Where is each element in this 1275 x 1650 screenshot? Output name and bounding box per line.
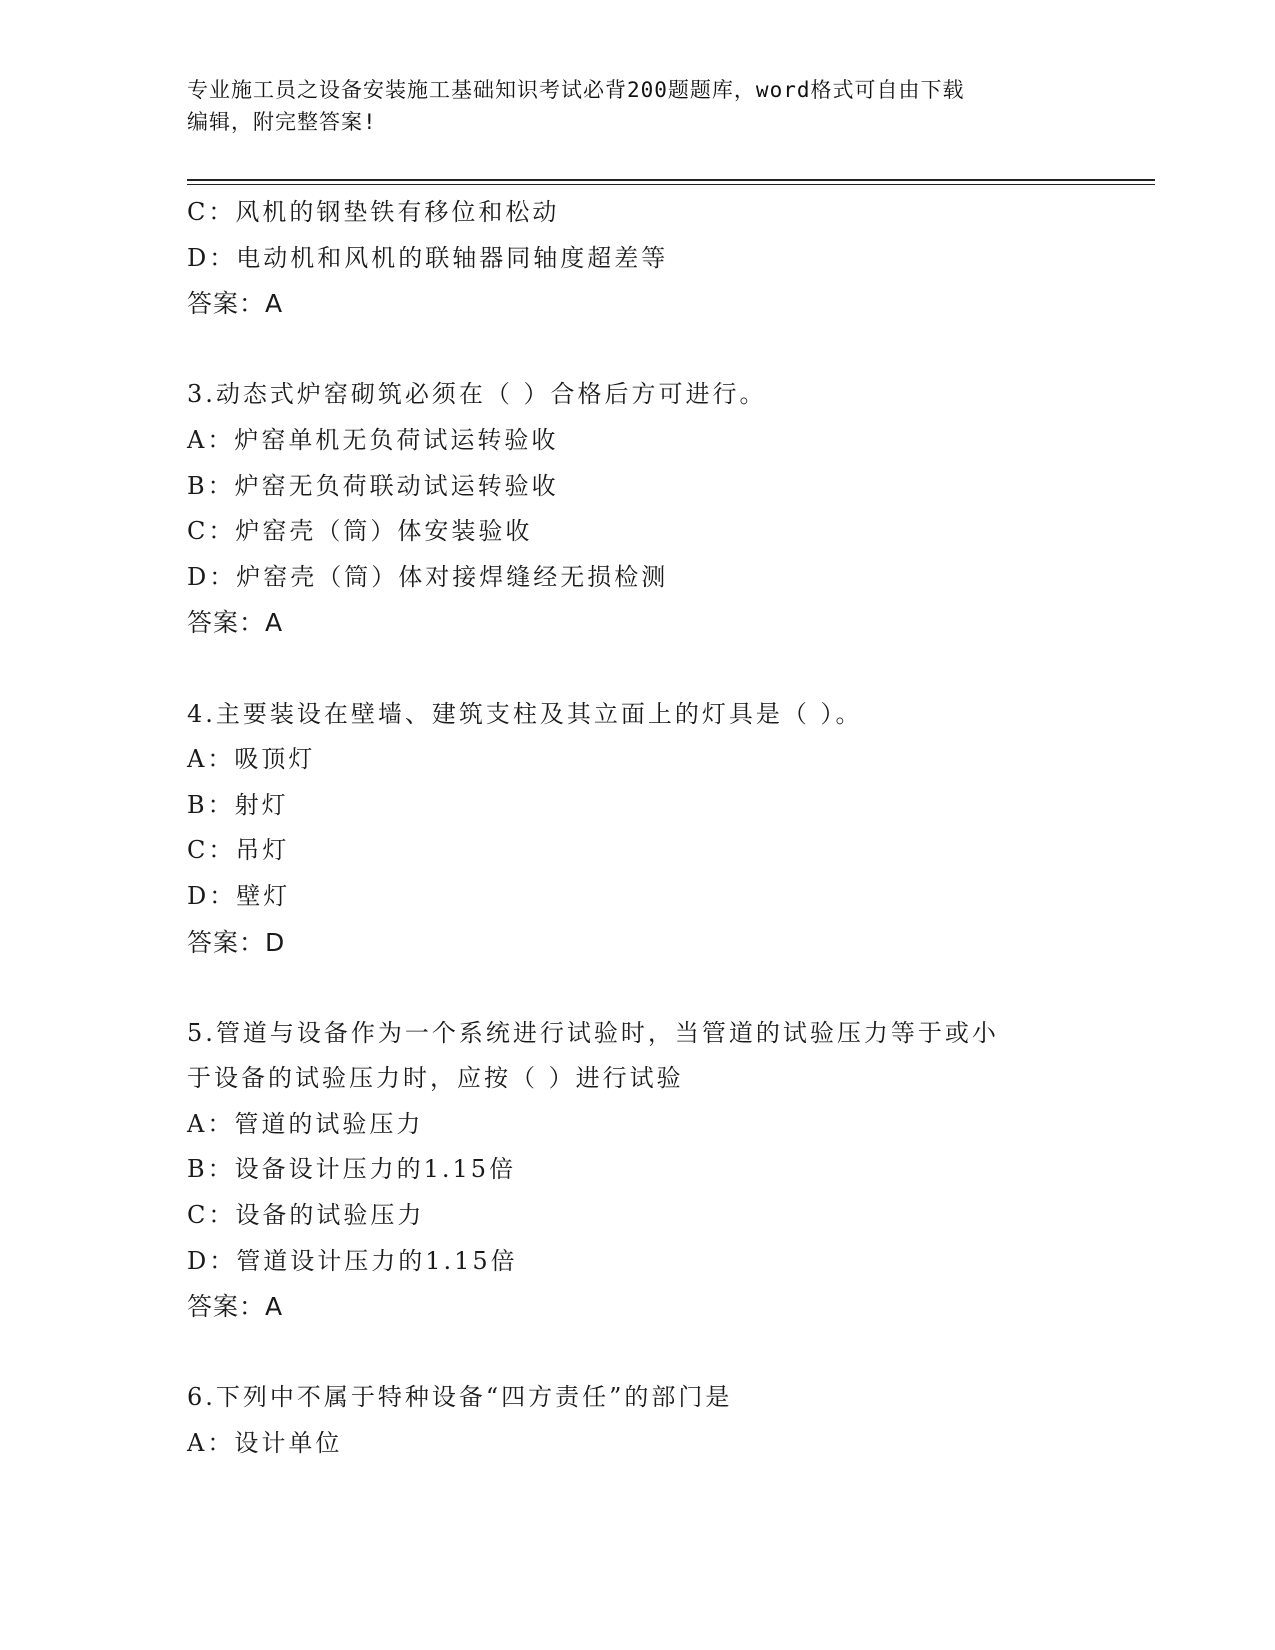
option-c: C：炉窑壳（筒）体安装验收: [187, 517, 533, 546]
option-d: D：炉窑壳（筒）体对接焊缝经无损检测: [187, 562, 669, 591]
question-block: [187, 1375, 1107, 1466]
question-block: [187, 190, 1107, 327]
question-block: [187, 372, 1107, 646]
option-a: A：管道的试验压力: [187, 1109, 424, 1138]
document-header: [187, 74, 1067, 138]
option-c: C：吊灯: [187, 836, 290, 865]
header-divider-thin: [187, 184, 1155, 185]
option-b: B：射灯: [187, 790, 289, 819]
document-body: [187, 190, 1107, 1467]
question-stem: 3.动态式炉窑砌筑必须在（ ）合格后方可进行。: [187, 380, 767, 409]
question-stem: 6.下列中不属于特种设备“四方责任”的部门是: [187, 1383, 733, 1412]
question-stem-continued: 于设备的试验压力时，应按（ ）进行试验: [187, 1064, 684, 1093]
option-c: C：风机的钢垫铁有移位和松动: [187, 198, 560, 226]
option-a: A：炉窑单机无负荷试运转验收: [187, 425, 559, 454]
question-block: [187, 1011, 1107, 1330]
header-divider: [187, 179, 1155, 181]
header-line-2: 编辑，附完整答案!: [187, 110, 377, 134]
question-block: [187, 692, 1107, 966]
option-a: A：设计单位: [187, 1429, 343, 1458]
option-b: B：设备设计压力的1.15倍: [187, 1155, 517, 1184]
question-stem: 4.主要装设在壁墙、建筑支柱及其立面上的灯具是（ ）。: [187, 699, 863, 728]
answer-line: 答案：A: [187, 289, 284, 319]
option-d: D：管道设计压力的1.15倍: [187, 1246, 518, 1275]
option-a: A：吸顶灯: [187, 745, 316, 774]
answer-line: 答案：D: [187, 927, 286, 957]
option-d: D：壁灯: [187, 881, 291, 910]
header-line-1: 专业施工员之设备安装施工基础知识考试必背200题题库，word格式可自由下载: [187, 78, 965, 102]
option-c: C：设备的试验压力: [187, 1201, 425, 1230]
answer-line: 答案：A: [187, 608, 284, 638]
question-stem: 5.管道与设备作为一个系统进行试验时，当管道的试验压力等于或小: [187, 1018, 999, 1047]
option-d: D：电动机和风机的联轴器同轴度超差等: [187, 243, 669, 272]
answer-line: 答案：A: [187, 1292, 284, 1322]
option-b: B：炉窑无负荷联动试运转验收: [187, 471, 559, 500]
